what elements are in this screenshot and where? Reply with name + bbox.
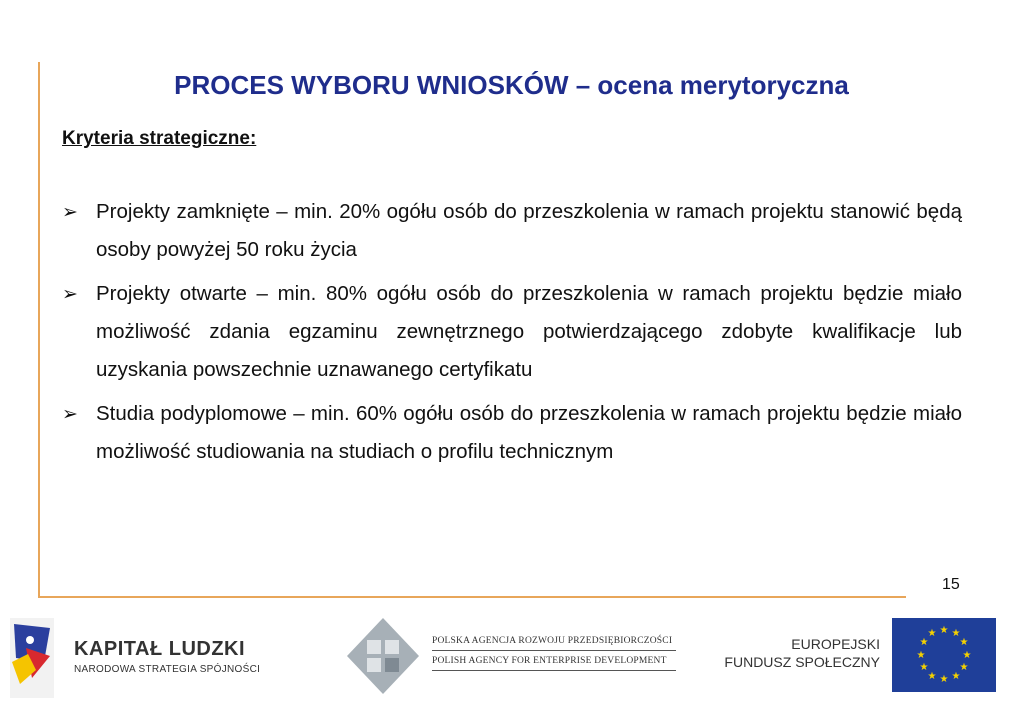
efs-line-2: FUNDUSZ SPOŁECZNY — [724, 654, 880, 670]
svg-text:★: ★ — [951, 671, 961, 682]
svg-text:★: ★ — [939, 625, 949, 636]
kapital-ludzki-logo-icon — [10, 618, 54, 698]
criteria-text: Projekty otwarte – min. 80% ogółu osób do przeszkolenia w ramach projektu będzie miało możliwość zdania egzaminu zewnętrznego potwierdzającego zdobyte kwalifikacje lub uzyskania powszechnie uznawanego certyfikatu — [96, 282, 962, 381]
svg-text:★: ★ — [919, 637, 929, 648]
parp-divider — [432, 650, 676, 651]
svg-text:★: ★ — [959, 662, 969, 673]
svg-text:★: ★ — [962, 650, 972, 661]
svg-text:★: ★ — [951, 628, 961, 639]
parp-name-en: POLISH AGENCY FOR ENTERPRISE DEVELOPMENT — [432, 656, 667, 666]
footer-logos — [0, 610, 1023, 708]
slide-subtitle: Kryteria strategiczne: — [62, 128, 257, 149]
criteria-list — [62, 193, 962, 477]
svg-text:★: ★ — [927, 671, 937, 682]
criteria-item — [62, 275, 962, 389]
svg-text:★: ★ — [919, 662, 929, 673]
svg-text:★: ★ — [959, 637, 969, 648]
slide-title: PROCES WYBORU WNIOSKÓW – ocena merytoryczna — [174, 70, 849, 100]
parp-logo-icon — [345, 616, 421, 696]
arrow-bullet-icon: ➢ — [62, 404, 78, 425]
bottom-border-line — [38, 596, 906, 598]
efs-line-1: EUROPEJSKI — [791, 636, 880, 652]
kapital-ludzki-title: KAPITAŁ LUDZKI — [74, 638, 246, 660]
criteria-item — [62, 395, 962, 471]
arrow-bullet-icon: ➢ — [62, 284, 78, 305]
criteria-text: Studia podyplomowe – min. 60% ogółu osób do przeszkolenia w ramach projektu będzie miało możliwość studiowania na studiach o profilu technicznym — [96, 402, 962, 463]
criteria-text: Projekty zamknięte – min. 20% ogółu osób do przeszkolenia w ramach projektu stanowić będą osoby powyżej 50 roku życia — [96, 200, 962, 261]
kapital-ludzki-subtitle: NARODOWA STRATEGIA SPÓJNOŚCI — [74, 664, 261, 675]
eu-flag-icon — [892, 618, 996, 692]
left-border-line — [38, 62, 40, 598]
arrow-bullet-icon: ➢ — [62, 202, 78, 223]
svg-text:★: ★ — [939, 674, 949, 685]
criteria-item — [62, 193, 962, 269]
svg-text:★: ★ — [927, 628, 937, 639]
parp-divider — [432, 670, 676, 671]
parp-name-pl: POLSKA AGENCJA ROZWOJU PRZEDSIĘBIORCZOŚCI — [432, 636, 673, 646]
svg-text:★: ★ — [916, 650, 926, 661]
page-number: 15 — [942, 576, 960, 593]
